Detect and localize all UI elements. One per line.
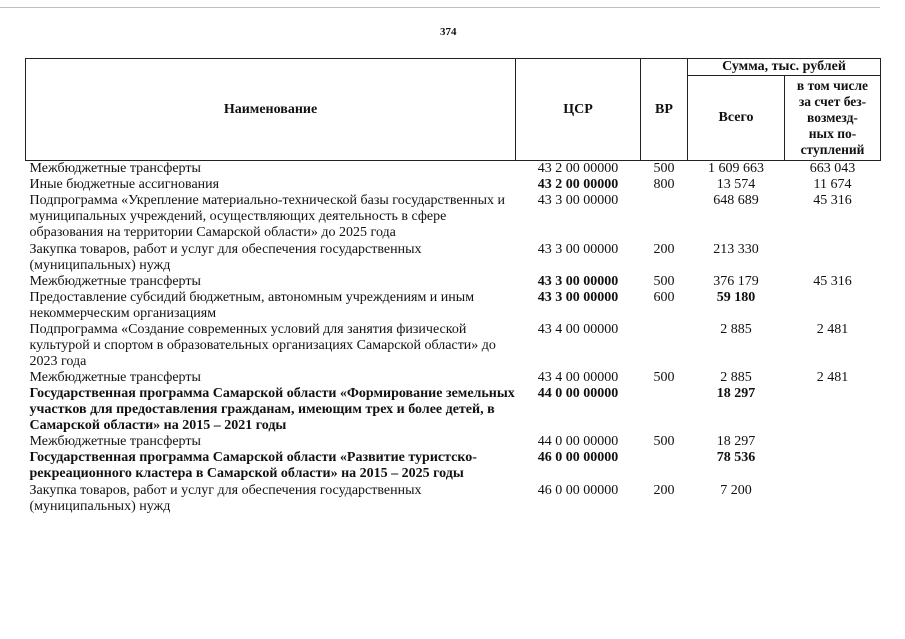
row-name: Межбюджетные трансферты <box>29 370 201 385</box>
table-row <box>26 322 881 370</box>
row-vr <box>641 450 688 482</box>
table-row <box>26 274 881 290</box>
row-total: 18 297 <box>716 434 756 449</box>
table-header <box>26 59 881 161</box>
row-name: Закупка товаров, работ и услуг для обеспечения государственных (муниципальных) нужд <box>29 242 422 273</box>
row-vr: 600 <box>653 290 675 305</box>
row-name: Государственная программа Самарской области «Развитие туристско-рекреационного кластера в Самарской области» на 2015 – 2025 годы <box>29 450 477 481</box>
row-vr: 200 <box>653 483 675 498</box>
row-total: 18 297 <box>716 386 756 401</box>
row-total: 59 180 <box>716 290 756 305</box>
row-vr: 800 <box>653 177 675 192</box>
row-total: 13 574 <box>716 177 756 192</box>
row-total: 648 689 <box>713 193 759 208</box>
row-free <box>785 386 881 434</box>
row-vr <box>641 322 688 370</box>
row-name: Иные бюджетные ассигнования <box>29 177 220 192</box>
row-csr: 43 2 00 00000 <box>537 177 619 192</box>
table-row <box>26 434 881 450</box>
row-name: Подпрограмма «Создание современных условий для занятия физической культурой и спортом в образовательных организациях Самарской области» до 2023 года <box>29 322 496 369</box>
row-vr: 500 <box>653 434 675 449</box>
row-csr: 46 0 00 00000 <box>537 483 619 498</box>
row-free: 45 316 <box>813 274 852 289</box>
row-free: 663 043 <box>809 161 856 176</box>
table-row <box>26 241 881 274</box>
row-vr <box>641 193 688 241</box>
row-csr: 43 3 00 00000 <box>537 290 619 305</box>
header-csr: ЦСР <box>516 59 641 161</box>
row-name: Межбюджетные трансферты <box>29 434 201 449</box>
row-csr: 43 4 00 00000 <box>537 322 619 337</box>
row-total: 1 609 663 <box>708 161 764 176</box>
row-total: 7 200 <box>720 483 752 498</box>
table-row <box>26 177 881 193</box>
table-row <box>26 290 881 322</box>
header-total: Всего <box>688 76 785 161</box>
row-csr: 43 3 00 00000 <box>537 274 619 289</box>
table-row <box>26 370 881 386</box>
page-top-rule <box>0 7 880 8</box>
row-free <box>785 241 881 274</box>
row-csr: 43 3 00 00000 <box>537 193 619 208</box>
row-free <box>785 434 881 450</box>
table-row <box>26 482 881 515</box>
row-csr: 44 0 00 00000 <box>537 386 619 401</box>
header-name: Наименование <box>26 59 516 161</box>
row-vr: 500 <box>653 370 675 385</box>
row-name: Государственная программа Самарской области «Формирование земельных участков для предоставления гражданам, имеющим трех и более детей, в Самарской области» на 2015 – 2021 годы <box>29 386 515 433</box>
row-vr: 500 <box>653 161 675 176</box>
table-row <box>26 386 881 434</box>
row-vr <box>641 386 688 434</box>
row-free: 2 481 <box>816 322 849 337</box>
row-total: 78 536 <box>716 450 756 465</box>
row-csr: 46 0 00 00000 <box>537 450 619 465</box>
row-vr: 200 <box>653 242 675 257</box>
row-total: 376 179 <box>713 274 759 289</box>
page-number: 374 <box>440 26 457 38</box>
row-name: Предоставление субсидий бюджетным, автономным учреждениям и иным некоммерческим организациям <box>29 290 475 321</box>
row-free <box>785 290 881 322</box>
header-free-receipts: в том числе за счет без- возмезд- ных по- ступлений <box>785 76 881 161</box>
row-name: Закупка товаров, работ и услуг для обеспечения государственных (муниципальных) нужд <box>29 483 422 514</box>
row-csr: 44 0 00 00000 <box>537 434 619 449</box>
row-csr: 43 3 00 00000 <box>537 242 619 257</box>
table-row <box>26 193 881 241</box>
table-row <box>26 161 881 178</box>
row-name: Межбюджетные трансферты <box>29 274 201 289</box>
row-total: 2 885 <box>720 322 752 337</box>
row-free <box>785 482 881 515</box>
row-total: 213 330 <box>713 242 759 257</box>
row-name: Межбюджетные трансферты <box>29 161 201 176</box>
row-vr: 500 <box>653 274 675 289</box>
row-free: 11 674 <box>813 177 852 192</box>
budget-table <box>25 58 881 515</box>
header-vr: ВР <box>641 59 688 161</box>
row-free: 2 481 <box>816 370 849 385</box>
header-sum-group: Сумма, тыс. рублей <box>688 59 881 76</box>
row-total: 2 885 <box>720 370 752 385</box>
row-free <box>785 450 881 482</box>
table-row <box>26 450 881 482</box>
row-free: 45 316 <box>813 193 852 208</box>
row-csr: 43 2 00 00000 <box>537 161 619 176</box>
row-name: Подпрограмма «Укрепление материально-технической базы государственных и муниципальных учреждений, осуществляющих деятельность в сфере образования на территории Самарской области» до 2025 года <box>29 193 505 240</box>
row-csr: 43 4 00 00000 <box>537 370 619 385</box>
